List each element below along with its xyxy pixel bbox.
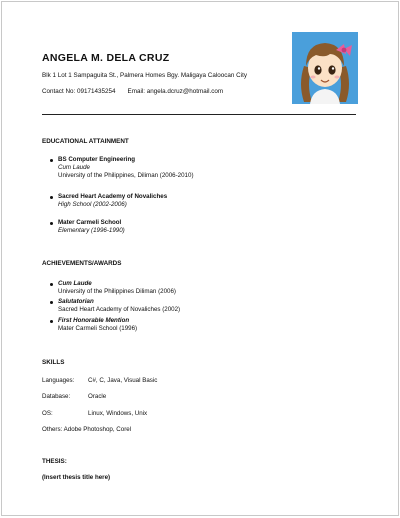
resume-page — [1, 1, 399, 516]
list-item — [58, 219, 125, 235]
skill-value: Linux, Windows, Unix — [88, 410, 148, 417]
bullet-icon — [50, 283, 53, 286]
thesis-title: (Insert thesis title here) — [42, 474, 111, 481]
achievements-heading: ACHIEVEMENTS/AWARDS — [42, 260, 122, 267]
school-level: Elementary (1996-1990) — [58, 227, 125, 235]
applicant-name: ANGELA M. DELA CRUZ — [42, 52, 170, 64]
education-heading: EDUCATIONAL ATTAINMENT — [42, 138, 129, 145]
bullet-icon — [50, 301, 53, 304]
award-detail: University of the Philippines Diliman (2006) — [58, 288, 176, 296]
skill-label: OS: — [42, 410, 53, 417]
profile-photo — [292, 32, 358, 104]
header-divider — [42, 114, 356, 115]
bullet-icon — [50, 159, 53, 162]
list-item — [58, 156, 194, 181]
list-item — [58, 298, 180, 314]
award-detail: Mater Carmeli School (1996) — [58, 325, 138, 333]
skill-row — [42, 377, 157, 384]
skill-row — [42, 393, 106, 400]
list-item — [58, 280, 176, 296]
school-level: High School (2002-2006) — [58, 201, 127, 209]
phone-number: Contact No: 09171435254 — [42, 88, 116, 95]
skill-label: Languages: — [42, 377, 75, 384]
contact-line — [42, 88, 223, 95]
skills-heading: SKILLS — [42, 359, 65, 366]
award-title: Cum Laude — [58, 280, 92, 287]
award-title: Salutatorian — [58, 298, 94, 305]
school-name: Sacred Heart Academy of Novaliches — [58, 193, 168, 200]
list-item — [58, 317, 137, 333]
bullet-icon — [50, 222, 53, 225]
skill-value: C#, C, Java, Visual Basic — [88, 377, 158, 384]
award-title: First Honorable Mention — [58, 317, 130, 324]
skill-label: Database: — [42, 393, 71, 400]
bullet-icon — [50, 196, 53, 199]
skill-value: Oracle — [88, 393, 107, 400]
email-address: Email: angela.dcruz@hotmail.com — [127, 88, 224, 95]
skill-row — [42, 410, 147, 417]
other-skills: Others: Adobe Photoshop, Corel — [42, 426, 132, 433]
school-detail: University of the Philippines, Diliman (2006-2010) — [58, 172, 194, 180]
thesis-heading: THESIS: — [42, 458, 67, 465]
degree-title: BS Computer Engineering — [58, 156, 136, 163]
cartoon-girl-avatar-icon — [292, 32, 358, 104]
bullet-icon — [50, 320, 53, 323]
school-name: Mater Carmeli School — [58, 219, 122, 226]
list-item — [58, 193, 167, 209]
award-detail: Sacred Heart Academy of Novaliches (2002) — [58, 306, 181, 314]
honor-text: Cum Laude — [58, 164, 90, 172]
address-line: Blk 1 Lot 1 Sampaguita St., Palmera Homes Bgy. Maligaya Caloocan City — [42, 72, 247, 79]
